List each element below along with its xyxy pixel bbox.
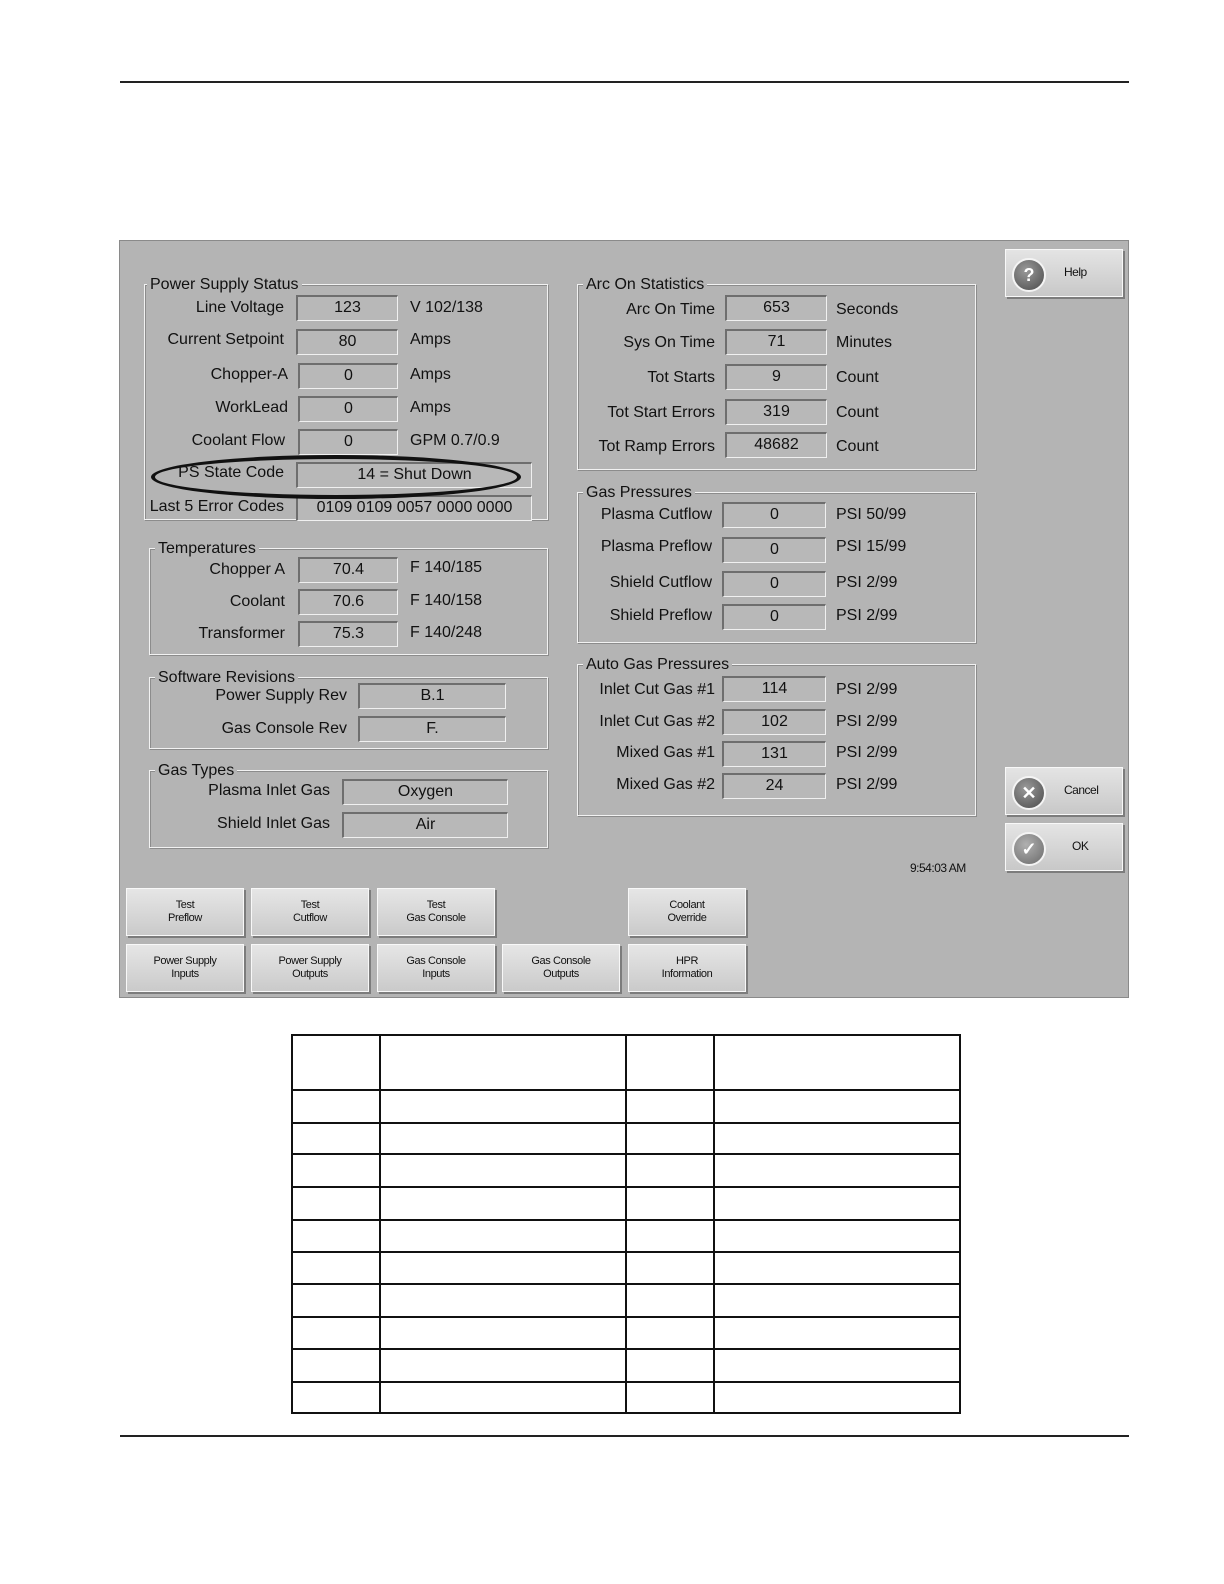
tot-starts-unit: Count bbox=[836, 369, 879, 386]
test-preflow-button[interactable] bbox=[126, 888, 244, 936]
plasma-inlet-gas-value: Oxygen bbox=[342, 779, 508, 805]
chopper-a-value: 0 bbox=[298, 363, 398, 389]
temp-coolant-unit: F 140/158 bbox=[410, 592, 483, 609]
last-error-codes-value: 0109 0109 0057 0000 0000 bbox=[296, 495, 532, 521]
tot-start-errors-unit: Count bbox=[836, 404, 879, 421]
gas-pressures-title: Gas Pressures bbox=[583, 484, 695, 502]
blank-table bbox=[291, 1034, 961, 1414]
tot-ramp-errors-label: Tot Ramp Errors bbox=[598, 438, 715, 455]
sys-on-time-label: Sys On Time bbox=[623, 334, 715, 351]
cancel-icon: ✕ bbox=[1012, 776, 1046, 810]
sys-on-time-value: 71 bbox=[725, 329, 827, 355]
shield-inlet-gas-value: Air bbox=[342, 812, 508, 838]
software-revisions-title: Software Revisions bbox=[155, 669, 298, 687]
coolant-flow-label: Coolant Flow bbox=[191, 432, 285, 449]
ps-inputs-line2: Inputs bbox=[171, 968, 199, 980]
power-supply-outputs-button[interactable] bbox=[251, 944, 369, 992]
test-gas-console-line2: Gas Console bbox=[406, 912, 466, 924]
shield-cutflow-label: Shield Cutflow bbox=[609, 574, 712, 591]
plasma-cutflow-label: Plasma Cutflow bbox=[600, 506, 712, 523]
line-voltage-unit: V 102/138 bbox=[410, 299, 483, 316]
gc-inputs-line1: Gas Console bbox=[406, 955, 466, 967]
mixed-gas-1-value: 131 bbox=[722, 741, 826, 767]
inlet-cut-gas-2-value: 102 bbox=[722, 709, 826, 735]
plasma-inlet-gas-label: Plasma Inlet Gas bbox=[208, 782, 330, 799]
gas-console-rev-value: F. bbox=[358, 716, 506, 742]
plasma-cutflow-value: 0 bbox=[722, 502, 826, 528]
tot-start-errors-label: Tot Start Errors bbox=[607, 404, 715, 421]
test-gas-console-line1: Test bbox=[426, 899, 446, 911]
hpr-information-line2: Information bbox=[661, 968, 713, 980]
mixed-gas-2-label: Mixed Gas #2 bbox=[616, 776, 715, 793]
test-cutflow-line2: Cutflow bbox=[293, 912, 327, 924]
top-rule bbox=[120, 81, 1129, 83]
arc-on-time-value: 653 bbox=[725, 295, 827, 321]
plasma-preflow-label: Plasma Preflow bbox=[600, 538, 712, 555]
inlet-cut-gas-1-value: 114 bbox=[722, 676, 826, 702]
line-voltage-label: Line Voltage bbox=[195, 299, 284, 316]
plasma-cutflow-unit: PSI 50/99 bbox=[836, 506, 907, 523]
coolant-override-line2: Override bbox=[667, 912, 707, 924]
current-setpoint-unit: Amps bbox=[410, 331, 451, 348]
gas-console-outputs-button[interactable] bbox=[502, 944, 620, 992]
coolant-flow-value: 0 bbox=[298, 429, 398, 455]
shield-preflow-value: 0 bbox=[722, 604, 826, 630]
temp-transformer-value: 75.3 bbox=[298, 621, 398, 647]
mixed-gas-1-unit: PSI 2/99 bbox=[836, 744, 898, 761]
diagnostics-screen bbox=[119, 240, 1129, 998]
last-error-codes-label: Last 5 Error Codes bbox=[149, 498, 284, 515]
power-supply-rev-value: B.1 bbox=[358, 683, 506, 709]
temp-chopper-a-unit: F 140/185 bbox=[410, 559, 483, 576]
gc-outputs-line1: Gas Console bbox=[531, 955, 591, 967]
plasma-preflow-unit: PSI 15/99 bbox=[836, 538, 907, 555]
shield-preflow-unit: PSI 2/99 bbox=[836, 607, 898, 624]
hpr-information-line1: HPR bbox=[675, 955, 698, 967]
worklead-value: 0 bbox=[298, 396, 398, 422]
test-preflow-line1: Test bbox=[175, 899, 195, 911]
ok-button-label: OK bbox=[1072, 839, 1089, 853]
worklead-label: WorkLead bbox=[215, 399, 288, 416]
ps-state-code-label: PS State Code bbox=[178, 464, 284, 481]
temp-transformer-label: Transformer bbox=[198, 625, 285, 642]
mixed-gas-2-value: 24 bbox=[722, 773, 826, 799]
test-gas-console-button[interactable] bbox=[377, 888, 495, 936]
clock-readout: 9:54:03 AM bbox=[910, 861, 966, 875]
temp-coolant-label: Coolant bbox=[229, 593, 285, 610]
temp-coolant-value: 70.6 bbox=[298, 589, 398, 615]
mixed-gas-2-unit: PSI 2/99 bbox=[836, 776, 898, 793]
current-setpoint-value: 80 bbox=[296, 329, 398, 355]
tot-starts-label: Tot Starts bbox=[647, 369, 715, 386]
inlet-cut-gas-2-label: Inlet Cut Gas #2 bbox=[599, 713, 715, 730]
gc-inputs-line2: Inputs bbox=[422, 968, 450, 980]
shield-cutflow-unit: PSI 2/99 bbox=[836, 574, 898, 591]
shield-cutflow-value: 0 bbox=[722, 571, 826, 597]
help-icon: ? bbox=[1012, 258, 1046, 292]
help-button-label: Help bbox=[1064, 265, 1087, 279]
line-voltage-value: 123 bbox=[296, 295, 398, 321]
tot-start-errors-value: 319 bbox=[725, 399, 827, 425]
ps-outputs-line2: Outputs bbox=[292, 968, 328, 980]
plasma-preflow-value: 0 bbox=[722, 537, 826, 563]
shield-inlet-gas-label: Shield Inlet Gas bbox=[217, 815, 330, 832]
inlet-cut-gas-1-unit: PSI 2/99 bbox=[836, 681, 898, 698]
power-supply-rev-label: Power Supply Rev bbox=[215, 687, 347, 704]
hpr-information-button[interactable] bbox=[628, 944, 746, 992]
tot-starts-value: 9 bbox=[725, 364, 827, 390]
arc-on-statistics-title: Arc On Statistics bbox=[583, 276, 707, 294]
test-preflow-line2: Preflow bbox=[168, 912, 202, 924]
temperatures-title: Temperatures bbox=[155, 540, 259, 558]
tot-ramp-errors-unit: Count bbox=[836, 438, 879, 455]
mixed-gas-1-label: Mixed Gas #1 bbox=[616, 744, 715, 761]
ok-icon: ✓ bbox=[1012, 832, 1046, 866]
ps-inputs-line1: Power Supply bbox=[153, 955, 217, 967]
gc-outputs-line2: Outputs bbox=[543, 968, 579, 980]
current-setpoint-label: Current Setpoint bbox=[167, 331, 284, 348]
help-button[interactable] bbox=[1005, 249, 1123, 297]
test-cutflow-button[interactable] bbox=[251, 888, 369, 936]
temp-chopper-a-value: 70.4 bbox=[298, 557, 398, 583]
worklead-unit: Amps bbox=[410, 399, 451, 416]
sys-on-time-unit: Minutes bbox=[836, 334, 893, 351]
ps-outputs-line1: Power Supply bbox=[278, 955, 342, 967]
gas-console-inputs-button[interactable] bbox=[377, 944, 495, 992]
cancel-button[interactable] bbox=[1005, 767, 1123, 815]
chopper-a-label: Chopper-A bbox=[210, 366, 288, 383]
auto-gas-pressures-title: Auto Gas Pressures bbox=[583, 656, 732, 674]
cancel-button-label: Cancel bbox=[1064, 783, 1099, 797]
gas-console-rev-label: Gas Console Rev bbox=[221, 720, 347, 737]
coolant-override-button[interactable] bbox=[628, 888, 746, 936]
shield-preflow-label: Shield Preflow bbox=[609, 607, 712, 624]
test-cutflow-line1: Test bbox=[300, 899, 320, 911]
bottom-rule bbox=[120, 1435, 1129, 1437]
coolant-override-line1: Coolant bbox=[669, 899, 705, 911]
tot-ramp-errors-value: 48682 bbox=[725, 432, 827, 458]
coolant-flow-unit: GPM 0.7/0.9 bbox=[410, 432, 500, 449]
gas-types-title: Gas Types bbox=[155, 762, 237, 780]
temp-transformer-unit: F 140/248 bbox=[410, 624, 483, 641]
power-supply-inputs-button[interactable] bbox=[126, 944, 244, 992]
arc-on-time-label: Arc On Time bbox=[626, 301, 715, 318]
temp-chopper-a-label: Chopper A bbox=[209, 561, 285, 578]
power-supply-status-title: Power Supply Status bbox=[147, 276, 302, 294]
ok-button[interactable] bbox=[1005, 823, 1123, 871]
ps-state-code-value: 14 = Shut Down bbox=[296, 462, 532, 488]
inlet-cut-gas-1-label: Inlet Cut Gas #1 bbox=[599, 681, 715, 698]
inlet-cut-gas-2-unit: PSI 2/99 bbox=[836, 713, 898, 730]
chopper-a-unit: Amps bbox=[410, 366, 451, 383]
arc-on-time-unit: Seconds bbox=[836, 301, 899, 318]
